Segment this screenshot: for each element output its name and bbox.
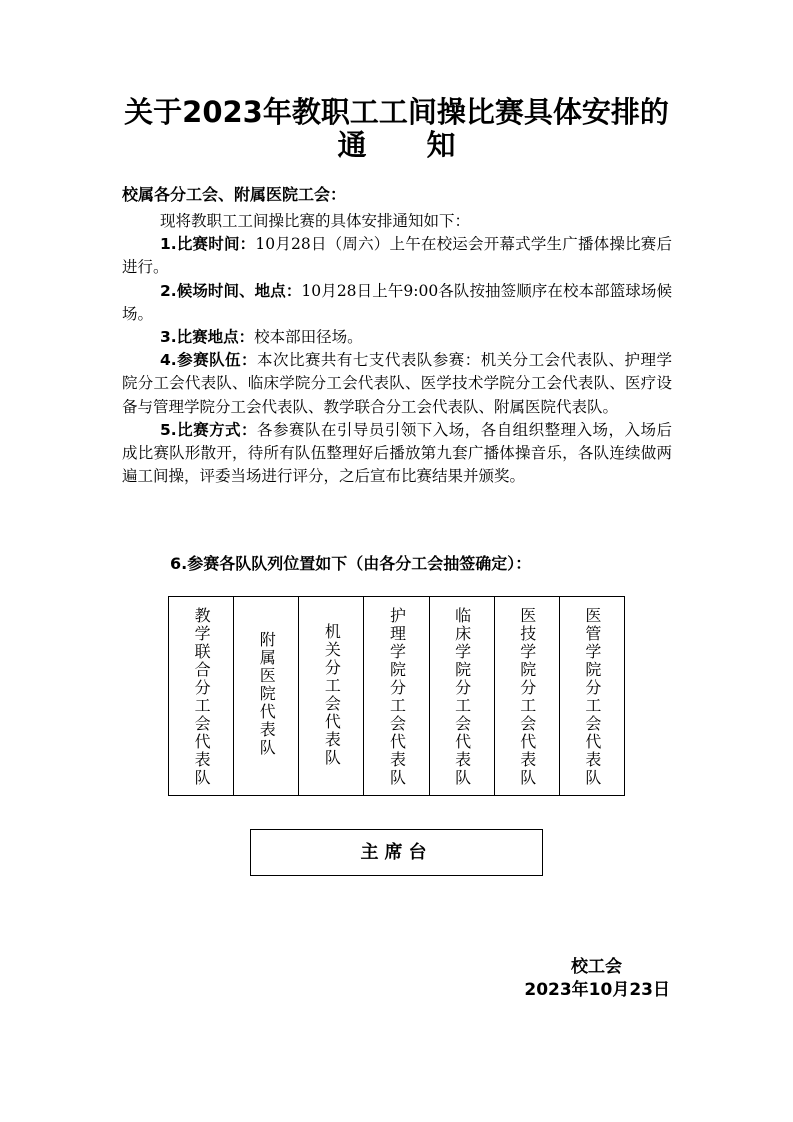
team-name: 医管学院分工会代表队: [582, 607, 602, 787]
item-3-label: 3.比赛地点：: [159, 328, 255, 347]
salutation: 校属各分工会、附属医院工会：: [122, 185, 347, 204]
team-cell: [169, 597, 234, 795]
item-1: [122, 233, 672, 279]
item-4-label: 4.参赛队伍：: [159, 351, 258, 370]
item-4-text: 本次比赛共有七支代表队参赛：机关分工会代表队、护理学院分工会代表队、临床学院分工会代表队、医学技术学院分工会代表队、医疗设备与管理学院分工会代表队、教学联合分工会代表队、附属医院代表队。: [122, 351, 672, 416]
title-line-1: 关于2023年教职工工间操比赛具体安排的: [124, 95, 669, 129]
rostrum-box: 主席台: [250, 829, 543, 876]
team-name: 机关分工会代表队: [322, 623, 342, 767]
team-name: 附属医院代表队: [257, 631, 277, 757]
item-5-text: 各参赛队在引导员引领下入场，各自组织整理入场，入场后成比赛队形散开，待所有队伍整理好后播放第九套广播体操音乐，各队连续做两遍工间操，评委当场进行评分，之后宣布比赛结果并颁奖。: [122, 420, 672, 486]
notice-body: [122, 210, 672, 488]
item-2: [122, 280, 672, 326]
item-3: [122, 326, 672, 349]
team-cell: [495, 597, 560, 795]
item-6-heading: 6.参赛各队队列位置如下（由各分工会抽签确定）：: [170, 554, 532, 573]
team-name: 临床学院分工会代表队: [452, 607, 472, 787]
team-cell: [560, 597, 624, 795]
item-4: [122, 349, 672, 419]
signature: 校工会: [571, 957, 622, 977]
title-char-2: 知: [426, 128, 456, 162]
item-3-text: 校本部田径场。: [254, 328, 363, 347]
team-name: 教学联合分工会代表队: [192, 607, 212, 787]
item-5-label: 5.比赛方式：: [159, 420, 258, 439]
team-cell: [299, 597, 364, 795]
issue-date: 2023年10月23日: [524, 980, 670, 1000]
item-5: [122, 419, 672, 489]
item-1-label: 1.比赛时间：: [159, 235, 256, 254]
title-line-2: [0, 128, 793, 162]
intro-paragraph: 现将教职工工间操比赛的具体安排通知如下：: [159, 212, 470, 230]
team-cell: [234, 597, 299, 795]
item-2-text: 10月28日上午9:00各队按抽签顺序在校本部篮球场候场。: [122, 281, 672, 323]
team-cell: [430, 597, 495, 795]
team-name: 护理学院分工会代表队: [387, 607, 407, 787]
title-char-1: 通: [337, 128, 367, 162]
team-position-grid: [168, 596, 625, 796]
item-1-text: 10月28日（周六）上午在校运会开幕式学生广播体操比赛后进行。: [122, 235, 672, 277]
team-name: 医技学院分工会代表队: [517, 607, 537, 787]
team-cell: [364, 597, 429, 795]
item-2-label: 2.候场时间、地点：: [159, 281, 302, 300]
